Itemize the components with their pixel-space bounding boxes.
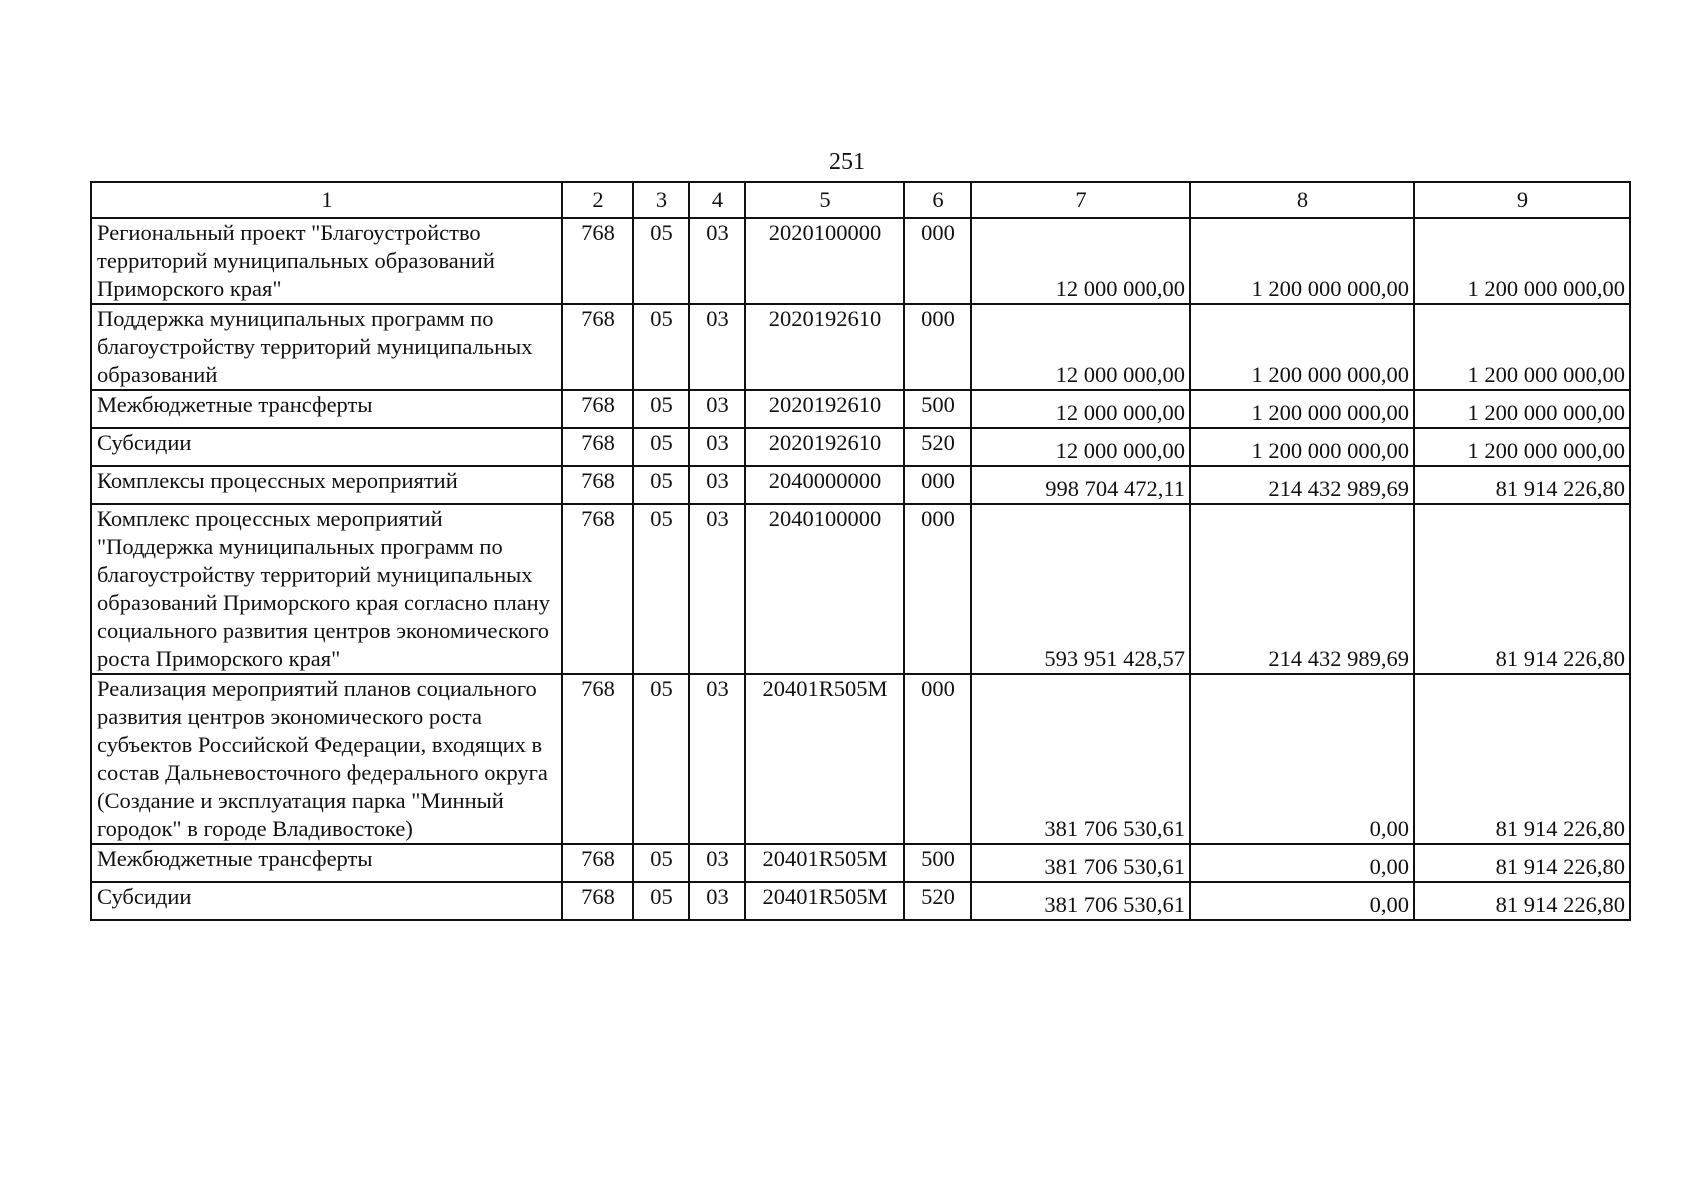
expense-type-cell: 520 bbox=[904, 882, 971, 920]
section-code-cell: 05 bbox=[633, 466, 689, 504]
admin-code-cell: 768 bbox=[562, 428, 633, 466]
admin-code-cell: 768 bbox=[562, 882, 633, 920]
target-article-cell: 2020100000 bbox=[745, 218, 904, 304]
subsection-code-cell: 03 bbox=[689, 674, 745, 844]
amount-col7-cell: 381 706 530,61 bbox=[971, 844, 1190, 882]
subsection-code-cell: 03 bbox=[689, 218, 745, 304]
table-header-row bbox=[91, 182, 1630, 218]
amount-col8-cell: 1 200 000 000,00 bbox=[1190, 304, 1414, 390]
table-row bbox=[91, 844, 1630, 882]
amount-col9-cell: 81 914 226,80 bbox=[1414, 674, 1630, 844]
page-number: 251 bbox=[829, 149, 865, 175]
admin-code-cell: 768 bbox=[562, 674, 633, 844]
amount-col9-cell: 1 200 000 000,00 bbox=[1414, 218, 1630, 304]
expense-type-cell: 000 bbox=[904, 674, 971, 844]
amount-col7-cell: 593 951 428,57 bbox=[971, 504, 1190, 674]
column-header: 3 bbox=[633, 182, 689, 218]
admin-code-cell: 768 bbox=[562, 466, 633, 504]
amount-col7-cell: 381 706 530,61 bbox=[971, 674, 1190, 844]
amount-col9-cell: 1 200 000 000,00 bbox=[1414, 428, 1630, 466]
amount-col7-cell: 998 704 472,11 bbox=[971, 466, 1190, 504]
column-header: 8 bbox=[1190, 182, 1414, 218]
expense-type-cell: 500 bbox=[904, 844, 971, 882]
table-row bbox=[91, 882, 1630, 920]
target-article-cell: 2020192610 bbox=[745, 304, 904, 390]
amount-col9-cell: 1 200 000 000,00 bbox=[1414, 390, 1630, 428]
expense-type-cell: 520 bbox=[904, 428, 971, 466]
expense-type-cell: 000 bbox=[904, 504, 971, 674]
amount-col7-cell: 12 000 000,00 bbox=[971, 218, 1190, 304]
column-header: 2 bbox=[562, 182, 633, 218]
table-row bbox=[91, 674, 1630, 844]
column-header: 4 bbox=[689, 182, 745, 218]
section-code-cell: 05 bbox=[633, 674, 689, 844]
amount-col8-cell: 1 200 000 000,00 bbox=[1190, 218, 1414, 304]
expense-type-cell: 000 bbox=[904, 218, 971, 304]
target-article-cell: 2040100000 bbox=[745, 504, 904, 674]
subsection-code-cell: 03 bbox=[689, 428, 745, 466]
admin-code-cell: 768 bbox=[562, 844, 633, 882]
amount-col7-cell: 12 000 000,00 bbox=[971, 390, 1190, 428]
target-article-cell: 2020192610 bbox=[745, 428, 904, 466]
amount-col9-cell: 81 914 226,80 bbox=[1414, 466, 1630, 504]
table-row bbox=[91, 390, 1630, 428]
row-name-cell: Комплексы процессных мероприятий bbox=[91, 466, 562, 504]
column-header: 1 bbox=[91, 182, 562, 218]
amount-col8-cell: 0,00 bbox=[1190, 674, 1414, 844]
admin-code-cell: 768 bbox=[562, 304, 633, 390]
target-article-cell: 20401R505M bbox=[745, 844, 904, 882]
subsection-code-cell: 03 bbox=[689, 390, 745, 428]
amount-col9-cell: 81 914 226,80 bbox=[1414, 882, 1630, 920]
row-name-cell: Региональный проект "Благоустройство территорий муниципальных образований Приморского края" bbox=[91, 218, 562, 304]
table-row bbox=[91, 504, 1630, 674]
target-article-cell: 2040000000 bbox=[745, 466, 904, 504]
amount-col8-cell: 0,00 bbox=[1190, 844, 1414, 882]
subsection-code-cell: 03 bbox=[689, 504, 745, 674]
subsection-code-cell: 03 bbox=[689, 304, 745, 390]
section-code-cell: 05 bbox=[633, 428, 689, 466]
row-name-cell: Субсидии bbox=[91, 428, 562, 466]
target-article-cell: 20401R505M bbox=[745, 674, 904, 844]
row-name-cell: Реализация мероприятий планов социального развития центров экономического роста субъектов Российской Федерации, входящих в состав Дальневосточного федерального округа (Создание и эксплуатация парка "Минный городок" в городе Владивостоке) bbox=[91, 674, 562, 844]
amount-col8-cell: 0,00 bbox=[1190, 882, 1414, 920]
table-row bbox=[91, 218, 1630, 304]
admin-code-cell: 768 bbox=[562, 390, 633, 428]
subsection-code-cell: 03 bbox=[689, 882, 745, 920]
row-name-cell: Субсидии bbox=[91, 882, 562, 920]
section-code-cell: 05 bbox=[633, 844, 689, 882]
row-name-cell: Поддержка муниципальных программ по благоустройству территорий муниципальных образований bbox=[91, 304, 562, 390]
amount-col8-cell: 1 200 000 000,00 bbox=[1190, 428, 1414, 466]
section-code-cell: 05 bbox=[633, 218, 689, 304]
admin-code-cell: 768 bbox=[562, 218, 633, 304]
amount-col9-cell: 81 914 226,80 bbox=[1414, 844, 1630, 882]
amount-col7-cell: 12 000 000,00 bbox=[971, 428, 1190, 466]
amount-col8-cell: 214 432 989,69 bbox=[1190, 504, 1414, 674]
target-article-cell: 2020192610 bbox=[745, 390, 904, 428]
expense-type-cell: 000 bbox=[904, 466, 971, 504]
amount-col9-cell: 81 914 226,80 bbox=[1414, 504, 1630, 674]
section-code-cell: 05 bbox=[633, 504, 689, 674]
table-row bbox=[91, 428, 1630, 466]
subsection-code-cell: 03 bbox=[689, 844, 745, 882]
amount-col8-cell: 214 432 989,69 bbox=[1190, 466, 1414, 504]
amount-col7-cell: 381 706 530,61 bbox=[971, 882, 1190, 920]
subsection-code-cell: 03 bbox=[689, 466, 745, 504]
section-code-cell: 05 bbox=[633, 304, 689, 390]
amount-col8-cell: 1 200 000 000,00 bbox=[1190, 390, 1414, 428]
column-header: 7 bbox=[971, 182, 1190, 218]
table-row bbox=[91, 466, 1630, 504]
budget-table bbox=[90, 181, 1631, 921]
expense-type-cell: 500 bbox=[904, 390, 971, 428]
row-name-cell: Межбюджетные трансферты bbox=[91, 844, 562, 882]
column-header: 6 bbox=[904, 182, 971, 218]
amount-col7-cell: 12 000 000,00 bbox=[971, 304, 1190, 390]
section-code-cell: 05 bbox=[633, 390, 689, 428]
column-header: 9 bbox=[1414, 182, 1630, 218]
row-name-cell: Межбюджетные трансферты bbox=[91, 390, 562, 428]
table-row bbox=[91, 304, 1630, 390]
section-code-cell: 05 bbox=[633, 882, 689, 920]
admin-code-cell: 768 bbox=[562, 504, 633, 674]
target-article-cell: 20401R505M bbox=[745, 882, 904, 920]
amount-col9-cell: 1 200 000 000,00 bbox=[1414, 304, 1630, 390]
column-header: 5 bbox=[745, 182, 904, 218]
row-name-cell: Комплекс процессных мероприятий "Поддержка муниципальных программ по благоустройству территорий муниципальных образований Приморского края согласно плану социального развития центров экономического роста Приморского края" bbox=[91, 504, 562, 674]
expense-type-cell: 000 bbox=[904, 304, 971, 390]
